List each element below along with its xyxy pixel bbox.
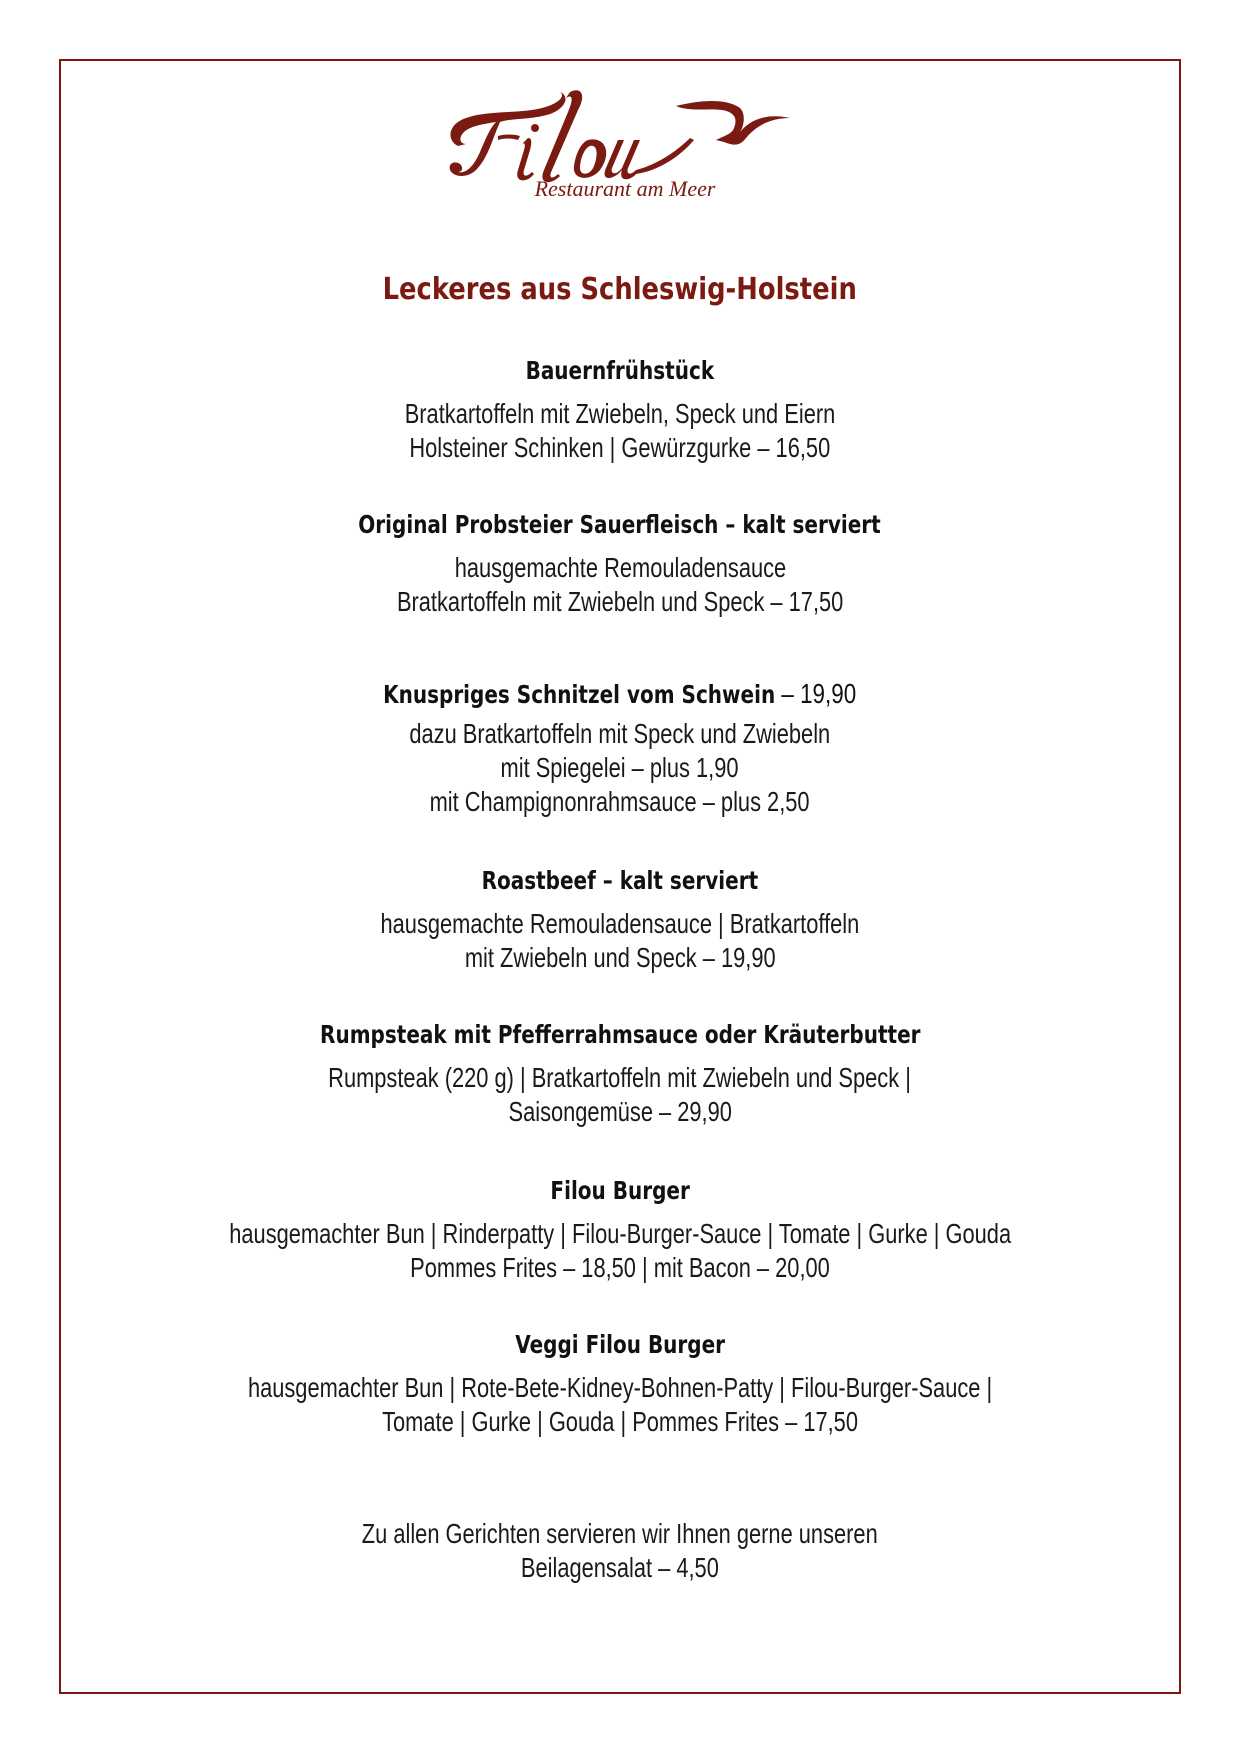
menu-item-title xyxy=(0,1176,1240,1205)
menu-item-description xyxy=(0,432,1240,464)
menu-item-description xyxy=(0,1218,1240,1250)
menu-item-description xyxy=(0,908,1240,940)
menu-item-description xyxy=(0,942,1240,974)
menu-item-description xyxy=(0,718,1240,750)
section-title xyxy=(0,272,1240,307)
logo-tagline: Restaurant am Meer xyxy=(534,176,716,201)
description-line: mit Zwiebeln und Speck – 19,90 xyxy=(464,942,776,973)
menu-item-option xyxy=(0,752,1240,784)
logo-mark xyxy=(450,90,790,182)
description-line: hausgemachte Remouladensauce | Bratkartoffeln xyxy=(380,908,860,939)
footer-note xyxy=(0,1552,1240,1584)
menu-item-description xyxy=(0,1406,1240,1438)
menu-item-name: Veggi Filou Burger xyxy=(515,1330,725,1359)
menu-item-price: – 19,90 xyxy=(775,678,857,709)
description-line: Pommes Frites – 18,50 | mit Bacon – 20,00 xyxy=(410,1252,830,1283)
description-line: hausgemachter Bun | Rote-Bete-Kidney-Bohnen-Patty | Filou-Burger-Sauce | xyxy=(247,1372,993,1403)
menu-item-name: Knuspriges Schnitzel vom Schwein xyxy=(383,680,776,709)
menu-item-description xyxy=(0,398,1240,430)
menu-item-name: Original Probsteier Sauerfleisch – kalt serviert xyxy=(358,510,882,539)
menu-item-name: Filou Burger xyxy=(550,1176,690,1205)
logo xyxy=(440,78,800,208)
description-line: Rumpsteak (220 g) | Bratkartoffeln mit Zwiebeln und Speck | xyxy=(328,1062,912,1093)
menu-item-title xyxy=(0,678,1240,710)
menu-item-description xyxy=(0,586,1240,618)
description-line: Saisongemüse – 29,90 xyxy=(508,1096,732,1127)
menu-item-name: Bauernfrühstück xyxy=(525,356,715,385)
menu-item-title xyxy=(0,1020,1240,1049)
menu-item-description xyxy=(0,1252,1240,1284)
option-line: mit Spiegelei – plus 1,90 xyxy=(501,752,739,783)
section-title-text: Leckeres aus Schleswig-Holstein xyxy=(382,272,858,307)
option-line: mit Champignonrahmsauce – plus 2,50 xyxy=(430,786,810,817)
description-line: Bratkartoffeln mit Zwiebeln und Speck – 17,50 xyxy=(396,586,844,617)
footer-line: Beilagensalat – 4,50 xyxy=(521,1552,719,1583)
menu-item-name-wrap xyxy=(383,678,856,710)
menu-item-option xyxy=(0,786,1240,818)
menu-item-title xyxy=(0,510,1240,539)
footer-line: Zu allen Gerichten servieren wir Ihnen gerne unseren xyxy=(362,1518,878,1549)
description-line: Bratkartoffeln mit Zwiebeln, Speck und Eiern xyxy=(404,398,836,429)
description-line: dazu Bratkartoffeln mit Speck und Zwiebeln xyxy=(409,718,831,749)
menu-item-description xyxy=(0,1096,1240,1128)
menu-item-description xyxy=(0,552,1240,584)
description-line: hausgemachte Remouladensauce xyxy=(454,552,786,583)
description-line: hausgemachter Bun | Rinderpatty | Filou-Burger-Sauce | Tomate | Gurke | Gouda xyxy=(229,1218,1011,1249)
menu-item-title xyxy=(0,1330,1240,1359)
footer-note xyxy=(0,1518,1240,1550)
menu-item-title xyxy=(0,866,1240,895)
menu-item-name: Roastbeef – kalt serviert xyxy=(481,866,759,895)
menu-item-description xyxy=(0,1372,1240,1404)
menu-item-description xyxy=(0,1062,1240,1094)
description-line: Tomate | Gurke | Gouda | Pommes Frites – 17,50 xyxy=(382,1406,858,1437)
description-line: Holsteiner Schinken | Gewürzgurke – 16,50 xyxy=(409,432,831,463)
menu-item-name: Rumpsteak mit Pfefferrahmsauce oder Kräuterbutter xyxy=(319,1020,921,1049)
menu-item-title xyxy=(0,356,1240,385)
